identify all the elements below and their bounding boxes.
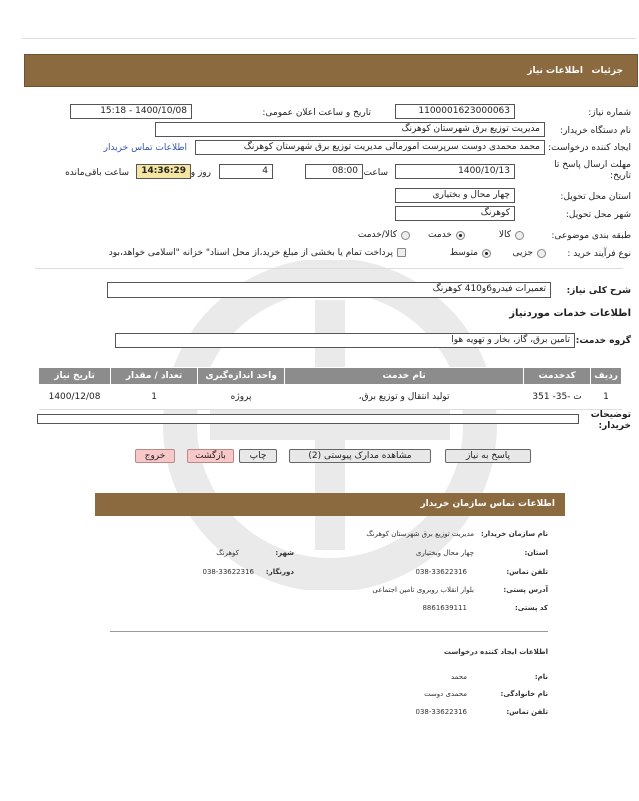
need-number-field: 1100001623000063 (395, 104, 515, 119)
payment-note: پرداخت تمام یا بخشی از مبلغ خرید،از محل اسناد" خزانه "اسلامی خواهد،بود (108, 248, 393, 258)
contact-city-value: کوهرنگ (216, 549, 239, 557)
buyer-notes-label: توضیحات خریدار: (590, 410, 631, 431)
contact-fax-value: 038-33622316 (202, 568, 254, 576)
process-label: نوع فرآیند خرید : (567, 249, 631, 259)
days-label: روز و (190, 168, 211, 178)
postal-label: کد پستی: (514, 604, 548, 612)
tab-details[interactable]: جزئیات (591, 66, 623, 76)
watermark-emblem (150, 260, 510, 590)
category-service-label: خدمت (428, 230, 452, 240)
exit-button[interactable]: خروج (135, 449, 175, 463)
category-goods-service-radio[interactable] (401, 231, 410, 240)
contact-title: اطلاعات تماس سازمان خریدار (420, 499, 555, 509)
category-service-radio[interactable] (456, 231, 465, 240)
process-minor-label: جزیی (512, 248, 533, 258)
postal-value: 8861639111 (422, 604, 467, 612)
col-qty-header: تعداد / مقدار (111, 368, 198, 385)
col-code-header: کدخدمت (524, 368, 591, 385)
contact-province-label: استان: (524, 549, 548, 557)
requester-family-value: محمدی دوست (424, 690, 467, 698)
cell-qty: 1 (111, 385, 198, 410)
top-divider (22, 38, 636, 39)
summary-field: تعمیرات فیدرو6و410 کوهرنگ (107, 282, 551, 298)
cell-row: 1 (591, 385, 622, 410)
buyer-field: مدیریت توزیع برق شهرستان کوهرنگ (155, 122, 545, 137)
need-number-label: شماره نیاز: (588, 108, 631, 118)
col-date-header: تاریخ نیاز (39, 368, 111, 385)
table-header-row (39, 368, 622, 385)
announce-label: تاریخ و ساعت اعلان عمومی: (262, 108, 371, 118)
services-table (38, 367, 622, 410)
reply-button[interactable]: پاسخ به نیاز (445, 449, 531, 463)
contact-divider (110, 631, 548, 632)
province-field: چهار محال و بختیاری (395, 188, 515, 203)
cell-code: ت -35- 351 (524, 385, 591, 410)
requester-phone-label: تلفن تماس: (506, 708, 548, 716)
org-value: مدیریت توزیع برق شهرستان کوهرنگ (366, 530, 474, 538)
tab-need-info[interactable]: اطلاعات نیاز (527, 66, 583, 76)
category-goods-radio[interactable] (515, 231, 524, 240)
back-button[interactable]: بازگشت (187, 449, 234, 463)
buyer-label: نام دستگاه خریدار: (560, 126, 631, 136)
services-title: اطلاعات خدمات موردنیاز (509, 308, 631, 319)
remaining-time-field: 14:36:29 (136, 164, 191, 179)
service-group-field: تامین برق، گاز، بخار و تهویه هوا (115, 333, 575, 348)
requester-phone-value: 038-33622316 (415, 708, 467, 716)
contact-phone-label: تلفن تماس: (506, 568, 548, 576)
section-divider (35, 268, 623, 269)
service-group-label: گروه خدمت: (575, 336, 631, 346)
col-unit-header: واحد اندازه‌گیری (198, 368, 285, 385)
category-label: طبقه بندی موضوعی: (551, 231, 631, 241)
remaining-label: ساعت باقی‌مانده (65, 168, 129, 178)
col-name-header: نام خدمت (285, 368, 524, 385)
requester-family-label: نام خانوادگی: (500, 690, 548, 698)
contact-fax-label: دورنگار: (265, 568, 294, 576)
table-row (39, 385, 622, 410)
category-goods-service-label: کالا/خدمت (357, 230, 397, 240)
process-medium-label: متوسط (449, 248, 478, 258)
attachments-button[interactable]: مشاهده مدارک پیوستی (2) (289, 449, 431, 463)
requester-name-label: نام: (534, 673, 548, 681)
address-label: آدرس پستی: (503, 586, 548, 594)
org-label: نام سازمان خریدار: (480, 530, 548, 538)
contact-province-value: چهار محال وبختیاری (415, 549, 474, 557)
remaining-days-field: 4 (219, 164, 273, 179)
requester-name-value: محمد (451, 673, 467, 681)
cell-unit: پروژه (198, 385, 285, 410)
creator-label: ایجاد کننده درخواست: (548, 143, 631, 153)
buyer-notes-field (37, 414, 579, 424)
cell-date: 1400/12/08 (39, 385, 111, 410)
city-field: کوهرنگ (395, 206, 515, 221)
print-button[interactable]: چاپ (239, 449, 277, 463)
address-value: بلوار انقلاب روبروی تامین اجتماعی (372, 586, 474, 594)
announce-field: 1400/10/08 - 15:18 (70, 104, 192, 119)
process-medium-radio[interactable] (482, 249, 491, 258)
city-label: شهر محل تحویل: (565, 210, 631, 220)
treasury-payment-checkbox[interactable] (397, 248, 406, 257)
contact-phone-value: 038-33622316 (415, 568, 467, 576)
deadline-time-field: 08:00 (305, 164, 363, 179)
col-row-header: ردیف (591, 368, 622, 385)
buyer-contact-link[interactable]: اطلاعات تماس خریدار (103, 143, 187, 153)
deadline-time-label: ساعت (363, 168, 388, 178)
creator-field: محمد محمدی دوست سرپرست امورمالی مدیریت توزیع برق شهرستان کوهرنگ (195, 140, 545, 155)
deadline-date-field: 1400/10/13 (395, 164, 515, 179)
process-minor-radio[interactable] (537, 249, 546, 258)
requester-title: اطلاعات ایجاد کننده درخواست (443, 648, 548, 656)
province-label: استان محل تحویل: (560, 192, 631, 202)
summary-label: شرح کلی نیاز: (566, 286, 631, 296)
cell-name: تولید انتقال و توزیع برق، (285, 385, 524, 410)
deadline-label: مهلت ارسال پاسخ تا تاریخ: (554, 160, 631, 181)
contact-city-label: شهر: (275, 549, 294, 557)
category-goods-label: کالا (498, 230, 511, 240)
